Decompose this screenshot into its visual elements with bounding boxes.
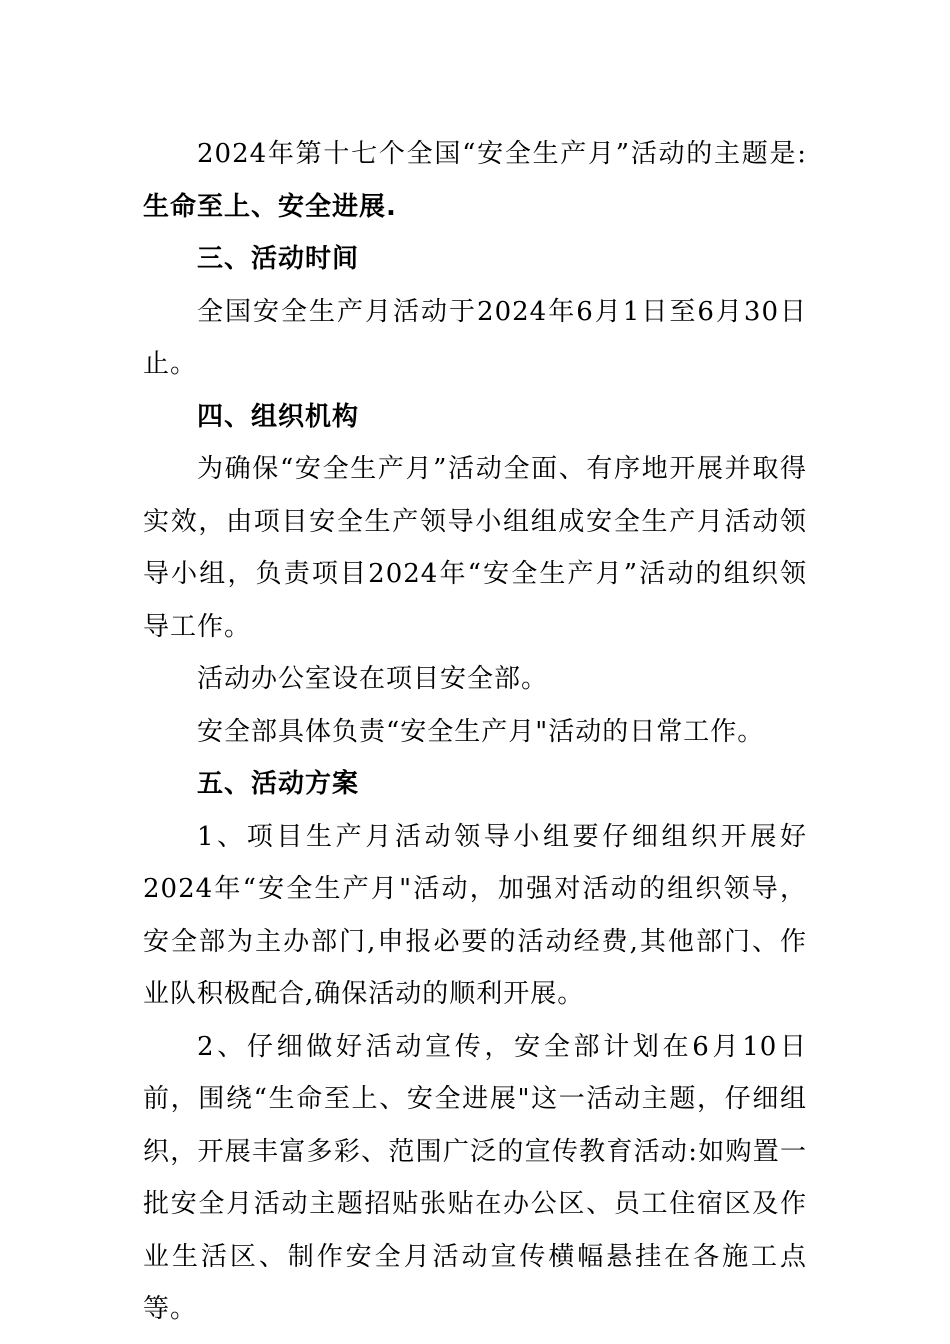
paragraph-activity-time: 全国安全生产月活动于2024年6月1日至6月30日止。 (143, 296, 807, 379)
heading-activity-plan: 五、活动方案 (197, 769, 360, 799)
theme-text: 2024年第十七个全国“安全生产月”活动的主题是: (197, 139, 807, 169)
paragraph-organization-1: 为确保“安全生产月”活动全面、有序地开展并取得实效，由项目安全生产领导小组组成安全生产月活动领导小组，负责项目2024年“安全生产月”活动的组织领导工作。 (143, 454, 807, 642)
heading-activity-time: 三、活动时间 (197, 244, 360, 274)
paragraph-theme (143, 128, 807, 233)
paragraph-organization-2: 活动办公室设在项目安全部。 (197, 664, 549, 694)
paragraph-plan-1: 1、项目生产月活动领导小组要仔细组织开展好2024年“安全生产月"活动，加强对活动的组织领导，安全部为主办部门,申报必要的活动经费,其他部门、作业队积极配合,确保活动的顺利开展。 (143, 821, 807, 1009)
theme-slogan: 生命至上、安全进展. (143, 191, 397, 222)
paragraph-organization-3: 安全部具体负责“安全生产月"活动的日常工作。 (197, 716, 765, 747)
document-body (143, 128, 807, 1336)
paragraph-plan-2: 2、仔细做好活动宣传，安全部计划在6月10日前，围绕“生命至上、安全进展"这一活动主题，仔细组织，开展丰富多彩、范围广泛的宣传教育活动:如购置一批安全月活动主题招贴张贴在办公区、员工住宿区及作业生活区、制作安全月活动宣传横幅悬挂在各施工点等。 (143, 1031, 807, 1324)
heading-organization: 四、组织机构 (197, 401, 360, 432)
